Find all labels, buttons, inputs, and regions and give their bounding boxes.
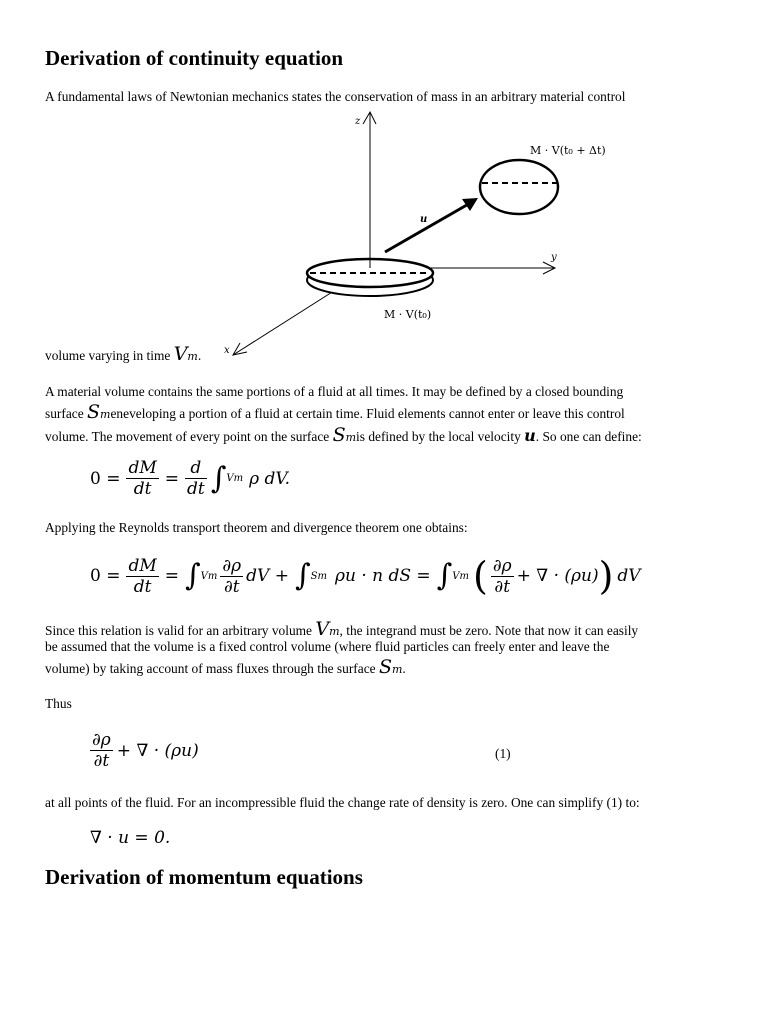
reynolds-paragraph: Applying the Reynolds transport theorem and divergence theorem one obtains: bbox=[45, 520, 468, 535]
symbol-sm: Sm bbox=[87, 401, 111, 423]
x-axis-label: x bbox=[224, 345, 230, 356]
velocity-arrow bbox=[385, 202, 472, 252]
thus-text: Thus bbox=[45, 696, 72, 711]
integrand-paragraph-line1: Since this relation is valid for an arbitrary volume Vm, the integrand must be zero. Note that now it can easily bbox=[45, 618, 639, 640]
intro-paragraph: A fundamental laws of Newtonian mechanics states the conservation of mass in an arbitrary material control bbox=[45, 89, 626, 104]
section-heading-momentum: Derivation of momentum equations bbox=[45, 865, 363, 889]
z-axis-label: z bbox=[355, 116, 361, 127]
y-axis-label: y bbox=[551, 252, 557, 263]
page-title: Derivation of continuity equation bbox=[45, 46, 344, 70]
velocity-label: u bbox=[420, 214, 428, 225]
lower-volume-label: M · V(t₀) bbox=[384, 308, 432, 321]
equation-continuity: $\frac{\partial\rho}{\partial t}$ + ∇ · (ρu) bbox=[92, 730, 199, 771]
upper-volume-sphere bbox=[480, 160, 558, 214]
integrand-paragraph-line3: volume) by taking account of mass fluxes through the surface Sm. bbox=[45, 656, 406, 678]
material-volume-paragraph-line2: surface Smeneveloping a portion of a fluid at certain time. Fluid elements cannot enter or leave this control bbox=[45, 401, 625, 423]
symbol-sm: Sm bbox=[332, 424, 357, 446]
equation-number: (1) bbox=[495, 746, 511, 761]
intro-paragraph-end: volume varying in time Vm. bbox=[45, 343, 202, 365]
equation-incompressible: ∇ · u = 0. bbox=[90, 828, 171, 848]
symbol-vm: Vm bbox=[315, 618, 340, 640]
equation-reynolds-transport: 0 = $\frac{dM}{dt}$ = ∫ Vm $\frac{\partial\rho}{\partial t}$ dV + ∫ Sm ρu · n dS = ∫ Vm ( $\frac{\partial\rho}{\partial t}$ + ∇ · (ρu) ) dV bbox=[90, 554, 641, 598]
material-volume-paragraph-line1: A material volume contains the same portions of a fluid at all times. It may be defined by a closed bounding bbox=[45, 384, 624, 399]
equation-mass-conservation: 0 = $\frac{dM}{dt}$ = $\frac{d}{dt}$ ∫ Vm ρ dV. bbox=[90, 458, 291, 499]
incompressible-paragraph: at all points of the fluid. For an incompressible fluid the change rate of density is zero. One can simplify (1) to: bbox=[45, 795, 640, 810]
upper-volume-label: M · V(t₀ + Δt) bbox=[530, 144, 606, 157]
velocity-arrowhead bbox=[462, 198, 478, 211]
symbol-u: u bbox=[524, 426, 536, 445]
integrand-paragraph-line2: be assumed that the volume is a fixed control volume (where fluid particles can freely enter and leave the bbox=[45, 639, 610, 654]
material-volume-figure bbox=[215, 108, 606, 360]
symbol-vm: Vm bbox=[173, 343, 198, 365]
symbol-sm: Sm bbox=[378, 656, 403, 678]
material-volume-paragraph-line3: volume. The movement of every point on the surface Smis defined by the local velocity u. So one can define: bbox=[45, 424, 642, 446]
